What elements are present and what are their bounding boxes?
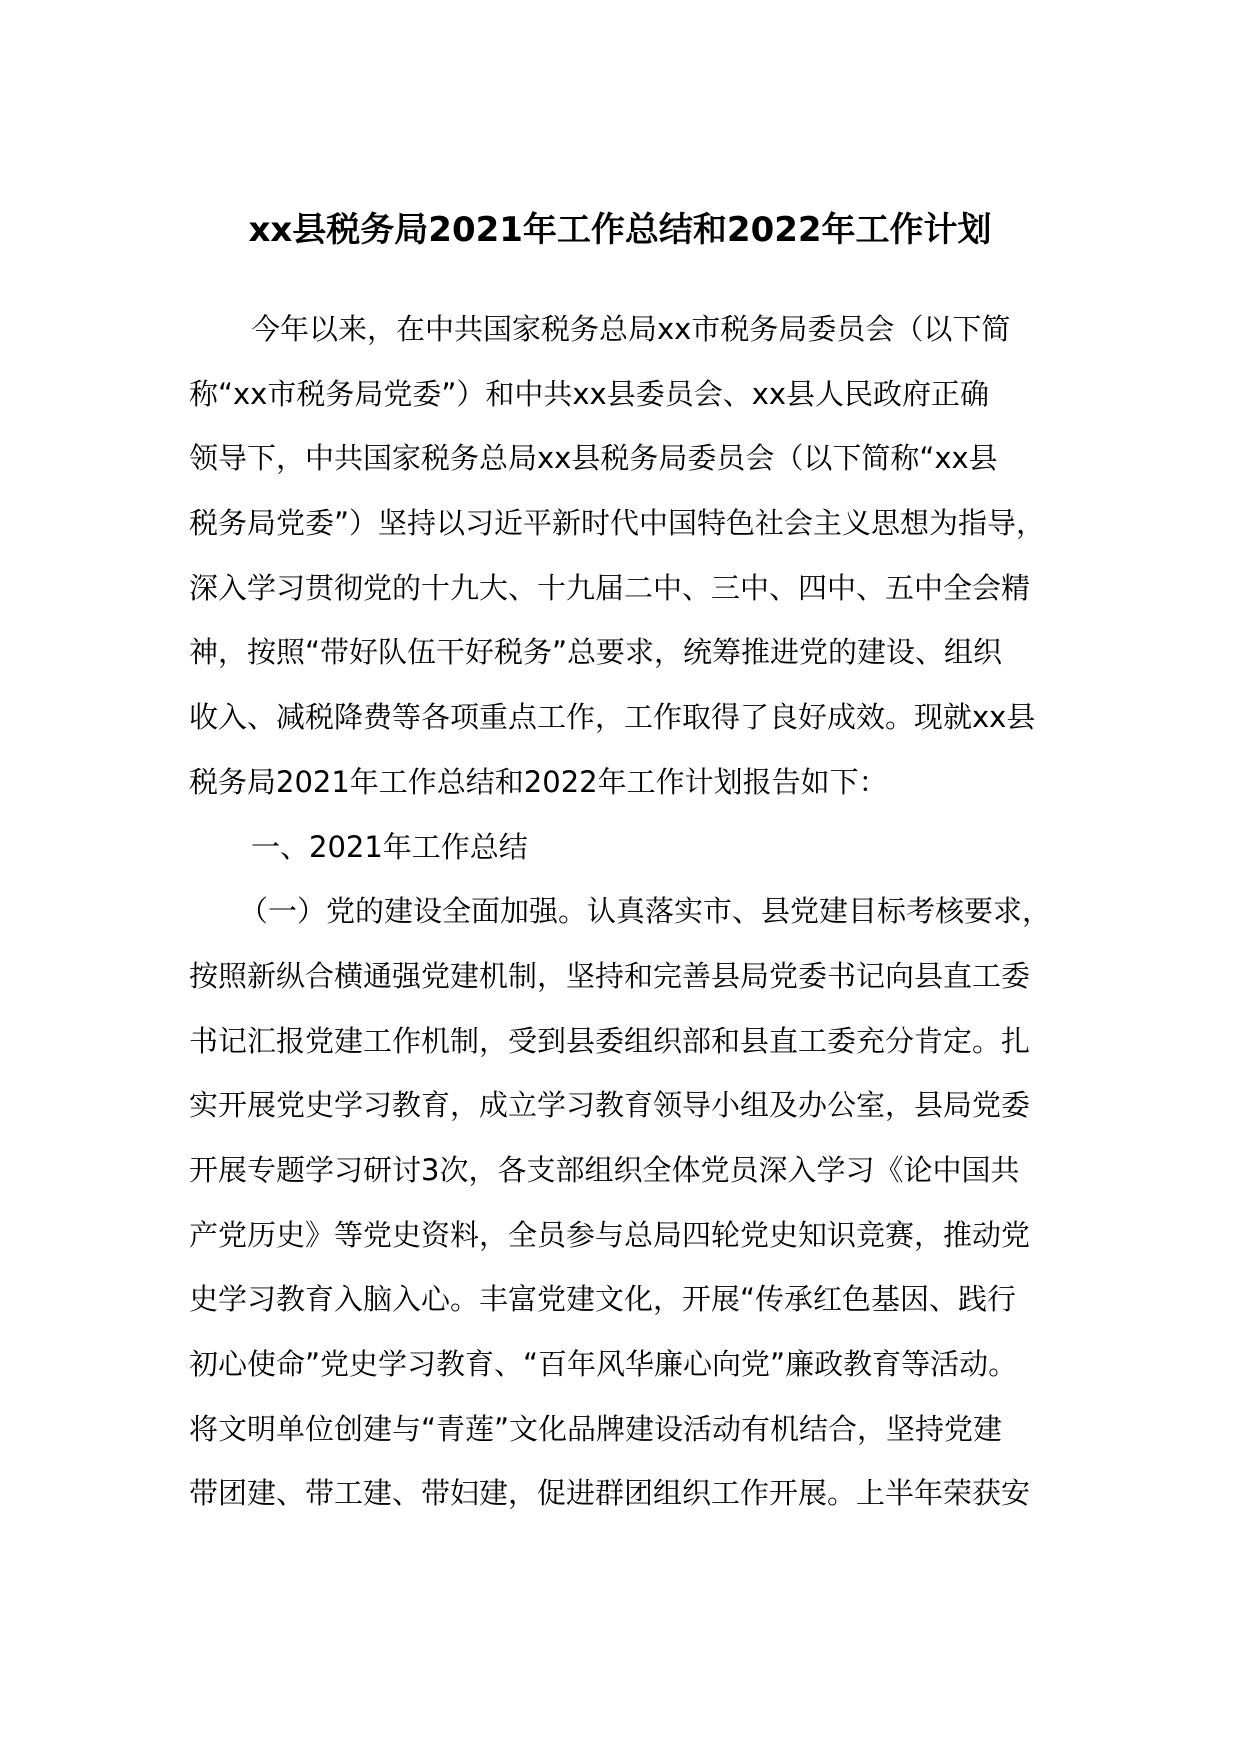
paragraph-intro-line: 今年以来，在中共国家税务总局xx市税务局委员会（以下简: [251, 312, 1011, 346]
paragraph-party-building-line: 带团建、带工建、带妇建，促进群团组织工作开展。上半年荣获安: [189, 1476, 1031, 1511]
paragraph-intro-line: 税务局2021年工作总结和2022年工作计划报告如下：: [189, 764, 888, 799]
paragraph-party-building-line: 产党历史》等党史资料，全员参与总局四轮党史知识竞赛，推动党: [189, 1217, 1031, 1252]
paragraph-party-building-line: 将文明单位创建与“青莲”文化品牌建设活动有机结合，坚持党建: [189, 1411, 1003, 1446]
paragraph-party-building-line: 初心使命”党史学习教育、“百年风华廉心向党”廉政教育等活动。: [189, 1347, 1018, 1381]
paragraph-intro-line: 领导下，中共国家税务总局xx县税务局委员会（以下简称“xx县: [189, 441, 998, 476]
document-body: [189, 297, 1069, 1526]
paragraph-intro-line: 称“xx市税务局党委”）和中共xx县委员会、xx县人民政府正确: [189, 376, 990, 411]
paragraph-intro-line: 收入、减税降费等各项重点工作，工作取得了良好成效。现就xx县: [189, 700, 1036, 735]
paragraph-party-building-line: 实开展党史学习教育，成立学习教育领导小组及办公室，县局党委: [189, 1088, 1031, 1123]
paragraph-party-building-line: 书记汇报党建工作机制，受到县委组织部和县直工委充分肯定。扎: [189, 1023, 1031, 1058]
paragraph-party-building-line: （一）党的建设全面加强。认真落实市、县党建目标考核要求，: [239, 894, 1052, 929]
paragraph-party-building-line: 史学习教育入脑入心。丰富党建文化，开展“传承红色基因、践行: [189, 1282, 1017, 1317]
paragraph-party-building-line: 开展专题学习研讨3次，各支部组织全体党员深入学习《论中国共: [189, 1152, 1020, 1187]
document-title: xx县税务局2021年工作总结和2022年工作计划: [248, 210, 992, 250]
paragraph-intro-line: 神，按照“带好队伍干好税务”总要求，统筹推进党的建设、组织: [189, 635, 1003, 670]
paragraph-intro-line: 税务局党委”）坚持以习近平新时代中国特色社会主义思想为指导，: [189, 506, 1046, 541]
paragraph-intro-line: 深入学习贯彻党的十九大、十九届二中、三中、四中、五中全会精: [189, 570, 1031, 605]
paragraph-party-building-line: 按照新纵合横通强党建机制，坚持和完善县局党委书记向县直工委: [189, 958, 1031, 993]
section-heading: 一、2021年工作总结: [251, 829, 528, 864]
